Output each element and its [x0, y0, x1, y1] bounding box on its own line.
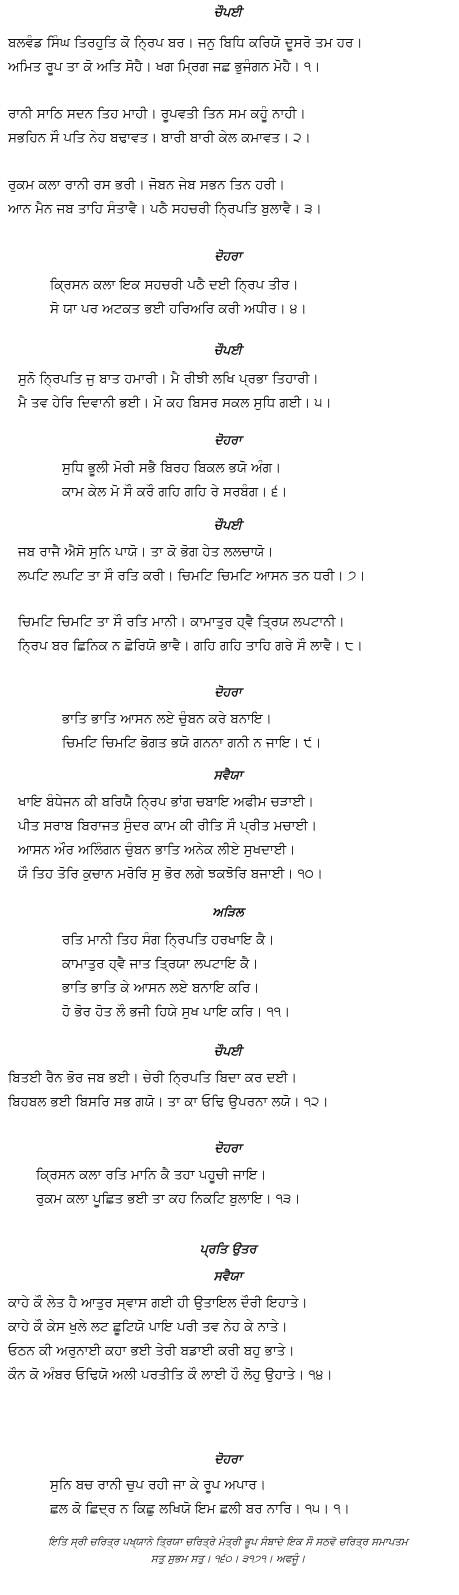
verse-line: ਲਪਟਿ ਲਪਟਿ ਤਾ ਸੌ ਰਤਿ ਕਰੀ। ਚਿਮਟਿ ਚਿਮਟਿ ਆਸਨ ਤਨ ਧਰੀ। ੭। [18, 569, 366, 584]
verse-line: ਸੁਨਿ ਬਚ ਰਾਨੀ ਚੁਪ ਰਹੀ ਜਾ ਕੇ ਰੂਪ ਅਪਾਰ। [50, 1478, 266, 1493]
verse-line: ਬਿਹਬਲ ਭਈ ਬਿਸਰਿ ਸਭ ਗਯੋ। ਤਾ ਕਾ ਓਢਿ ਉਪਰਨਾ ਲਯੋ। ੧੨। [8, 1095, 329, 1110]
verse-line: ਜਬ ਰਾਜੈ ਐਸੋ ਸੁਨਿ ਪਾਯੋ। ਤਾ ਕੋ ਭੋਗ ਹੇਤ ਲਲਚਾਯੋ। [18, 545, 274, 560]
verse-line: ਚਿਮਟਿ ਚਿਮਟਿ ਤਾ ਸੌ ਰਤਿ ਮਾਨੀ। ਕਾਮਾਤੁਰ ਹ੍ਵੈ ਤ੍ਰਿਯ ਲਪਟਾਨੀ। [18, 615, 345, 630]
verse-line: ਕਾਮਾਤੁਰ ਹ੍ਵੈ ਜਾਤ ਤ੍ਰਿਯਾ ਲਪਟਾਇ ਕੈ। [62, 957, 259, 972]
verse-line: ਰੁਕਮ ਕਲਾ ਰਾਨੀ ਰਸ ਭਰੀ। ਜੋਬਨ ਜੇਬ ਸਭਨ ਤਿਨ ਹਰੀ। [8, 178, 285, 193]
verse-line: ਕ੍ਰਿਸਨ ਕਲਾ ਰਤਿ ਮਾਨਿ ਕੈ ਤਹਾ ਪਹੂਚੀ ਜਾਇ। [36, 1168, 267, 1183]
verse-line: ਸੁਧਿ ਭੂਲੀ ਮੋਰੀ ਸਭੈ ਬਿਰਹ ਬਿਕਲ ਭਯੋ ਅੰਗ। [62, 461, 281, 476]
verse-line: ਛਲ ਕੋ ਛਿਦ੍ਰ ਨ ਕਿਛੁ ਲਖਿਯੋ ਇਮ ਛਲੀ ਬਰ ਨਾਰਿ। ੧੫। ੧। [50, 1502, 350, 1517]
verse-line: ਬਿਤਈ ਰੈਨ ਭੋਰ ਜਬ ਭਈ। ਚੇਰੀ ਨ੍ਰਿਪਤਿ ਬਿਦਾ ਕਰ ਦਈ। [8, 1071, 297, 1086]
section-heading: ਚੌਪਈ [214, 517, 242, 532]
verse-line: ਕ੍ਰਿਸਨ ਕਲਾ ਇਕ ਸਹਚਰੀ ਪਠੈ ਦਈ ਨ੍ਰਿਪ ਤੀਰ। [50, 278, 299, 293]
verse-line: ਰਤਿ ਮਾਨੀ ਤਿਹ ਸੰਗ ਨ੍ਰਿਪਤਿ ਹਰਖਾਇ ਕੈ। [62, 933, 275, 948]
section-heading: ਦੋਹਰਾ [214, 1451, 242, 1466]
verse-line: ਬਲਵੰਡ ਸਿੰਘ ਤਿਰਹੁਤਿ ਕੋ ਨ੍ਰਿਪ ਬਰ। ਜਨੁ ਬਿਧਿ ਕਰਿਯੋ ਦੂਸਰੋ ਤਮ ਹਰ। [8, 36, 363, 51]
verse-line: ਕਾਮ ਕੇਲ ਮੋ ਸੌ ਕਰੌ ਗਹਿ ਗਹਿ ਰੇ ਸਰਬੰਗ। ੬। [62, 485, 288, 500]
section-heading: ਦੋਹਰਾ [214, 248, 242, 263]
verse-line: ਸੋ ਯਾ ਪਰ ਅਟਕਤ ਭਈ ਹਰਿਅਰਿ ਕਰੀ ਅਧੀਰ। ੪। [50, 302, 307, 317]
verse-line: ਓਠਨ ਕੀ ਅਰੁਨਾਈ ਕਹਾ ਭਈ ਤੇਰੀ ਬਡਾਈ ਕਰੀ ਬਹੁ ਭਾਤੇ। [8, 1344, 295, 1359]
verse-line: ਹੋ ਭੋਰ ਹੋਤ ਲੌ ਭਜੀ ਹਿਯੇ ਸੁਖ ਪਾਇ ਕਰਿ। ੧੧। [62, 1005, 291, 1020]
section-heading: ਚੌਪਈ [214, 342, 242, 357]
verse-line: ਆਸਨ ਔਰ ਅਲਿੰਗਨ ਚੁੰਬਨ ਭਾਤਿ ਅਨੇਕ ਲੀਏ ਸੁਖਦਾਈ। [18, 843, 296, 858]
section-subheading: ਸਵੈਯਾ [213, 1268, 243, 1283]
verse-line: ਸੁਨੋ ਨ੍ਰਿਪਤਿ ਜੁ ਬਾਤ ਹਮਾਰੀ। ਮੈ ਰੀਝੀ ਲਖਿ ਪ੍ਰਭਾ ਤਿਹਾਰੀ। [18, 372, 319, 387]
section-heading: ਚੌਪਈ [214, 1043, 242, 1058]
verse-line: ਕਾਹੇ ਕੌ ਕੇਸ ਖੁਲੇ ਲਟ ਛੂਟਿਯੋ ਪਾਇ ਪਰੀ ਤਵ ਨੇਹ ਕੇ ਨਾਤੇ। [8, 1320, 288, 1335]
verse-line: ਖਾਇ ਬੰਧੇਜਨ ਕੀ ਬਰਿਯੈ ਨ੍ਰਿਪ ਭਾਂਗ ਚਬਾਇ ਅਫੀਮ ਚੜਾਈ। [18, 795, 314, 810]
verse-line: ਭਾਤਿ ਭਾਤਿ ਆਸਨ ਲਏ ਚੁੰਬਨ ਕਰੇ ਬਨਾਇ। [62, 712, 272, 727]
section-heading: ਦੋਹਰਾ [214, 432, 242, 447]
verse-line: ਕਾਹੇ ਕੌ ਲੇਤ ਹੈ ਆਤੁਰ ਸ੍ਵਾਸ ਗਈ ਹੀ ਉਤਾਇਲ ਦੌਰੀ ਇਹਾਤੇ। [8, 1296, 308, 1311]
section-heading: ਚੌਪਈ [214, 4, 242, 19]
colophon-line: ਸਤੁ ਸੁਭਮ ਸਤੁ। ੧੬੦। ੩੧੭੧। ਅਫਜੂੰ। [150, 1553, 306, 1565]
verse-line: ਰੁਕਮ ਕਲਾ ਪੂਛਿਤ ਭਈ ਤਾ ਕਹ ਨਿਕਟਿ ਬੁਲਾਇ। ੧੩। [36, 1192, 301, 1207]
section-heading: ਪ੍ਰਤਿ ਉਤਰ [199, 1241, 257, 1256]
section-heading: ਸਵੈਯਾ [213, 767, 243, 782]
verse-line: ਯੌ ਤਿਹ ਤੋਰਿ ਕੁਚਾਨ ਮਰੋਰਿ ਸੁ ਭੋਰ ਲਗੇ ਝਕਝੋਰਿ ਬਜਾਈ। ੧੦। [18, 867, 323, 882]
section-heading: ਅੜਿਲ [212, 904, 244, 919]
verse-line: ਕੌਨ ਕੋ ਅੰਬਰ ਓਢਿਯੋ ਅਲੀ ਪਰਤੀਤਿ ਕੌ ਲਾਈ ਹੌ ਲੋਹੁ ਉਹਾਤੇ। ੧੪। [8, 1368, 333, 1383]
section-heading: ਦੋਹਰਾ [214, 684, 242, 699]
verse-line: ਨ੍ਰਿਪ ਬਰ ਛਿਨਿਕ ਨ ਛੋਰਿਯੋ ਭਾਵੈ। ਗਹਿ ਗਹਿ ਤਾਹਿ ਗਰੇ ਸੌ ਲਾਵੈ। ੮। [18, 639, 363, 654]
verse-line: ਰਾਨੀ ਸਾਠਿ ਸਦਨ ਤਿਹ ਮਾਹੀ। ਰੂਪਵਤੀ ਤਿਨ ਸਮ ਕਹੂੰ ਨਾਹੀ। [8, 107, 306, 122]
verse-line: ਸਭਹਿਨ ਸੌ ਪਤਿ ਨੇਹ ਬਢਾਵਤ। ਬਾਰੀ ਬਾਰੀ ਕੇਲ ਕਮਾਵਤ। ੨। [8, 131, 311, 146]
verse-line: ਚਿਮਟਿ ਚਿਮਟਿ ਭੋਗਤ ਭਯੋ ਗਨਨਾ ਗਨੀ ਨ ਜਾਇ। ੯। [62, 736, 322, 751]
verse-line: ਮੈ ਤਵ ਹੇਰਿ ਦਿਵਾਨੀ ਭਈ। ਮੋ ਕਹ ਬਿਸਰ ਸਕਲ ਸੁਧਿ ਗਈ। ੫। [18, 396, 332, 411]
colophon-line: ਇਤਿ ਸ੍ਰੀ ਚਰਿਤ੍ਰ ਪਖ੍ਯਾਨੇ ਤ੍ਰਿਯਾ ਚਰਿਤ੍ਰੇ ਮੰਤ੍ਰੀ ਭੂਪ ਸੰਬਾਦੇ ਇਕ ਸੌ ਸਠਵੋ ਚਰਿਤ੍ਰ ਸਮਾਪਤਮ [48, 1536, 408, 1548]
verse-line: ਭਾਤਿ ਭਾਤਿ ਕੇ ਆਸਨ ਲਏ ਬਨਾਇ ਕਰਿ। [62, 981, 260, 996]
section-heading: ਦੋਹਰਾ [214, 1140, 242, 1155]
verse-line: ਆਨ ਮੈਨ ਜਬ ਤਾਹਿ ਸੰਤਾਵੈ। ਪਠੈ ਸਹਚਰੀ ਨ੍ਰਿਪਤਿ ਬੁਲਾਵੈ। ੩। [8, 202, 322, 217]
verse-line: ਅਮਿਤ ਰੂਪ ਤਾ ਕੋ ਅਤਿ ਸੋਹੈ। ਖਗ ਮ੍ਰਿਗ ਜਛ ਭੁਜੰਗਨ ਮੋਹੈ। ੧। [8, 60, 321, 75]
verse-line: ਪੀਤ ਸਰਾਬ ਬਿਰਾਜਤ ਸੁੰਦਰ ਕਾਮ ਕੀ ਰੀਤਿ ਸੌ ਪ੍ਰੀਤ ਮਚਾਈ। [18, 819, 317, 834]
